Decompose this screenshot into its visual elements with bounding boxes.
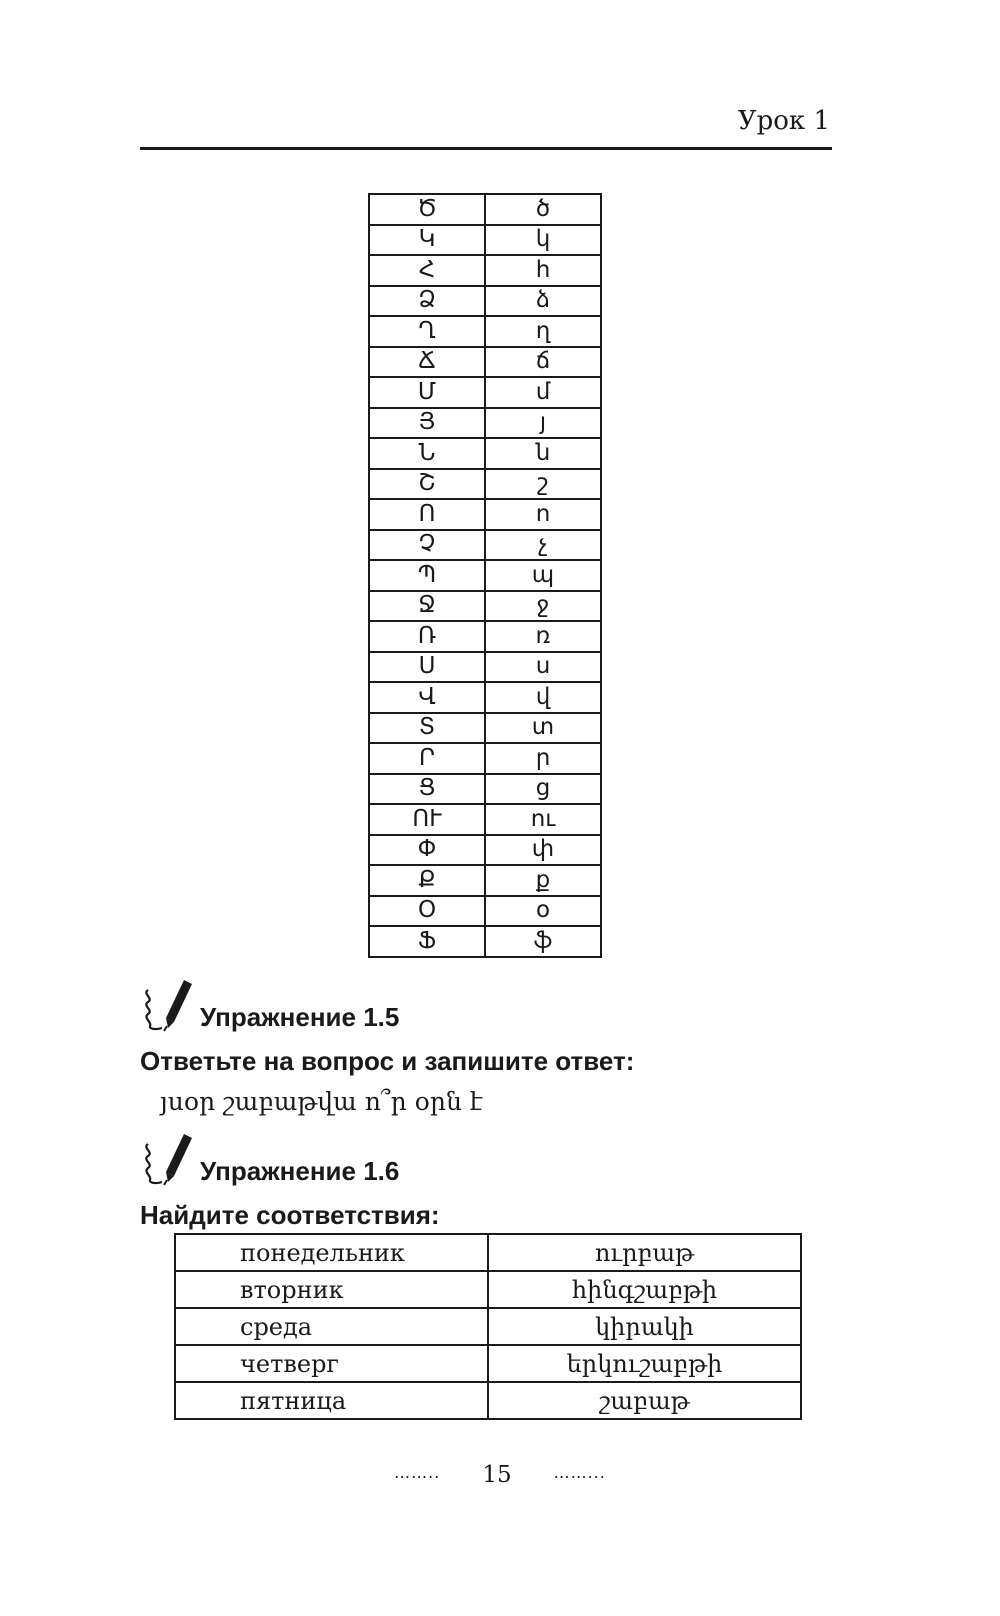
table-row <box>369 865 601 896</box>
russian-day: понедельник <box>175 1234 488 1271</box>
footer-dots-right: ……... <box>553 1463 606 1482</box>
uppercase-letter: Փ <box>369 835 485 866</box>
armenian-day: ուրբաթ <box>488 1234 801 1271</box>
table-row <box>369 377 601 408</box>
lesson-title: Урок 1 <box>737 106 830 136</box>
table-row <box>369 774 601 805</box>
uppercase-letter: ՈՒ <box>369 804 485 835</box>
lowercase-letter: կ <box>485 225 601 256</box>
table-row <box>369 469 601 500</box>
table-row <box>369 438 601 469</box>
table-row <box>369 408 601 439</box>
lowercase-letter: ու <box>485 804 601 835</box>
table-row <box>369 621 601 652</box>
table-row <box>369 682 601 713</box>
armenian-day: կիրակի <box>488 1308 801 1345</box>
exercise-question: յսօր շաբաթվա ո՞ր օրն է <box>160 1087 483 1116</box>
page-number: 15 <box>482 1462 512 1488</box>
table-row <box>369 286 601 317</box>
table-row <box>369 896 601 927</box>
lowercase-letter: պ <box>485 560 601 591</box>
lowercase-letter: ս <box>485 652 601 683</box>
exercise-instruction: Найдите соответствия: <box>140 1200 440 1230</box>
table-row <box>175 1308 801 1345</box>
lowercase-letter: ձ <box>485 286 601 317</box>
russian-day: пятница <box>175 1382 488 1419</box>
uppercase-letter: Ռ <box>369 621 485 652</box>
table-row <box>175 1382 801 1419</box>
lowercase-letter: հ <box>485 255 601 286</box>
table-row <box>369 255 601 286</box>
lowercase-letter: ծ <box>485 194 601 225</box>
table-row <box>369 804 601 835</box>
uppercase-letter: Կ <box>369 225 485 256</box>
armenian-day: շաբաթ <box>488 1382 801 1419</box>
header-divider <box>140 147 832 150</box>
lowercase-letter: մ <box>485 377 601 408</box>
uppercase-letter: Ձ <box>369 286 485 317</box>
lowercase-letter: ց <box>485 774 601 805</box>
exercise-instruction: Ответьте на вопрос и запишите ответ: <box>140 1046 635 1076</box>
exercise-1-6 <box>140 1128 440 1231</box>
table-row <box>369 530 601 561</box>
uppercase-letter: Վ <box>369 682 485 713</box>
table-row <box>369 560 601 591</box>
lowercase-letter: ն <box>485 438 601 469</box>
lowercase-letter: ո <box>485 499 601 530</box>
table-row <box>175 1271 801 1308</box>
lowercase-letter: ռ <box>485 621 601 652</box>
exercise-1-5 <box>140 974 634 1116</box>
table-row <box>369 743 601 774</box>
table-row <box>175 1234 801 1271</box>
uppercase-letter: Ք <box>369 865 485 896</box>
uppercase-letter: Մ <box>369 377 485 408</box>
table-row <box>369 316 601 347</box>
exercise-heading <box>140 1128 440 1186</box>
table-row <box>369 713 601 744</box>
uppercase-letter: Ֆ <box>369 926 485 957</box>
lowercase-letter: ք <box>485 865 601 896</box>
fountain-pen-icon <box>140 974 196 1032</box>
uppercase-letter: Շ <box>369 469 485 500</box>
uppercase-letter: Ղ <box>369 316 485 347</box>
armenian-day: երկուշաբթի <box>488 1345 801 1382</box>
fountain-pen-icon <box>140 1128 196 1186</box>
table-row <box>369 591 601 622</box>
table-row <box>175 1345 801 1382</box>
table-row <box>369 835 601 866</box>
table-row <box>369 926 601 957</box>
lowercase-letter: օ <box>485 896 601 927</box>
footer-dots-left: …….. <box>394 1463 441 1482</box>
uppercase-letter: Յ <box>369 408 485 439</box>
exercise-title: Упражнение 1.6 <box>200 1156 400 1186</box>
table-row <box>369 499 601 530</box>
russian-day: среда <box>175 1308 488 1345</box>
russian-day: четверг <box>175 1345 488 1382</box>
lowercase-letter: յ <box>485 408 601 439</box>
alphabet-table <box>368 193 602 958</box>
uppercase-letter: Ծ <box>369 194 485 225</box>
page-footer <box>0 1462 1000 1488</box>
uppercase-letter: Ց <box>369 774 485 805</box>
matching-table <box>174 1233 802 1420</box>
lowercase-letter: ղ <box>485 316 601 347</box>
uppercase-letter: Պ <box>369 560 485 591</box>
uppercase-letter: Հ <box>369 255 485 286</box>
uppercase-letter: Օ <box>369 896 485 927</box>
lowercase-letter: ջ <box>485 591 601 622</box>
table-row <box>369 652 601 683</box>
lowercase-letter: փ <box>485 835 601 866</box>
uppercase-letter: Ջ <box>369 591 485 622</box>
uppercase-letter: Ճ <box>369 347 485 378</box>
russian-day: вторник <box>175 1271 488 1308</box>
lowercase-letter: ր <box>485 743 601 774</box>
lowercase-letter: վ <box>485 682 601 713</box>
armenian-day: հինգշաբթի <box>488 1271 801 1308</box>
uppercase-letter: Ն <box>369 438 485 469</box>
lowercase-letter: տ <box>485 713 601 744</box>
uppercase-letter: Չ <box>369 530 485 561</box>
lowercase-letter: շ <box>485 469 601 500</box>
uppercase-letter: Ո <box>369 499 485 530</box>
uppercase-letter: Ս <box>369 652 485 683</box>
lowercase-letter: ֆ <box>485 926 601 957</box>
table-row <box>369 347 601 378</box>
uppercase-letter: Ր <box>369 743 485 774</box>
lowercase-letter: ճ <box>485 347 601 378</box>
table-row <box>369 225 601 256</box>
exercise-title: Упражнение 1.5 <box>200 1002 400 1032</box>
exercise-heading <box>140 974 634 1032</box>
table-row <box>369 194 601 225</box>
uppercase-letter: Տ <box>369 713 485 744</box>
lowercase-letter: չ <box>485 530 601 561</box>
